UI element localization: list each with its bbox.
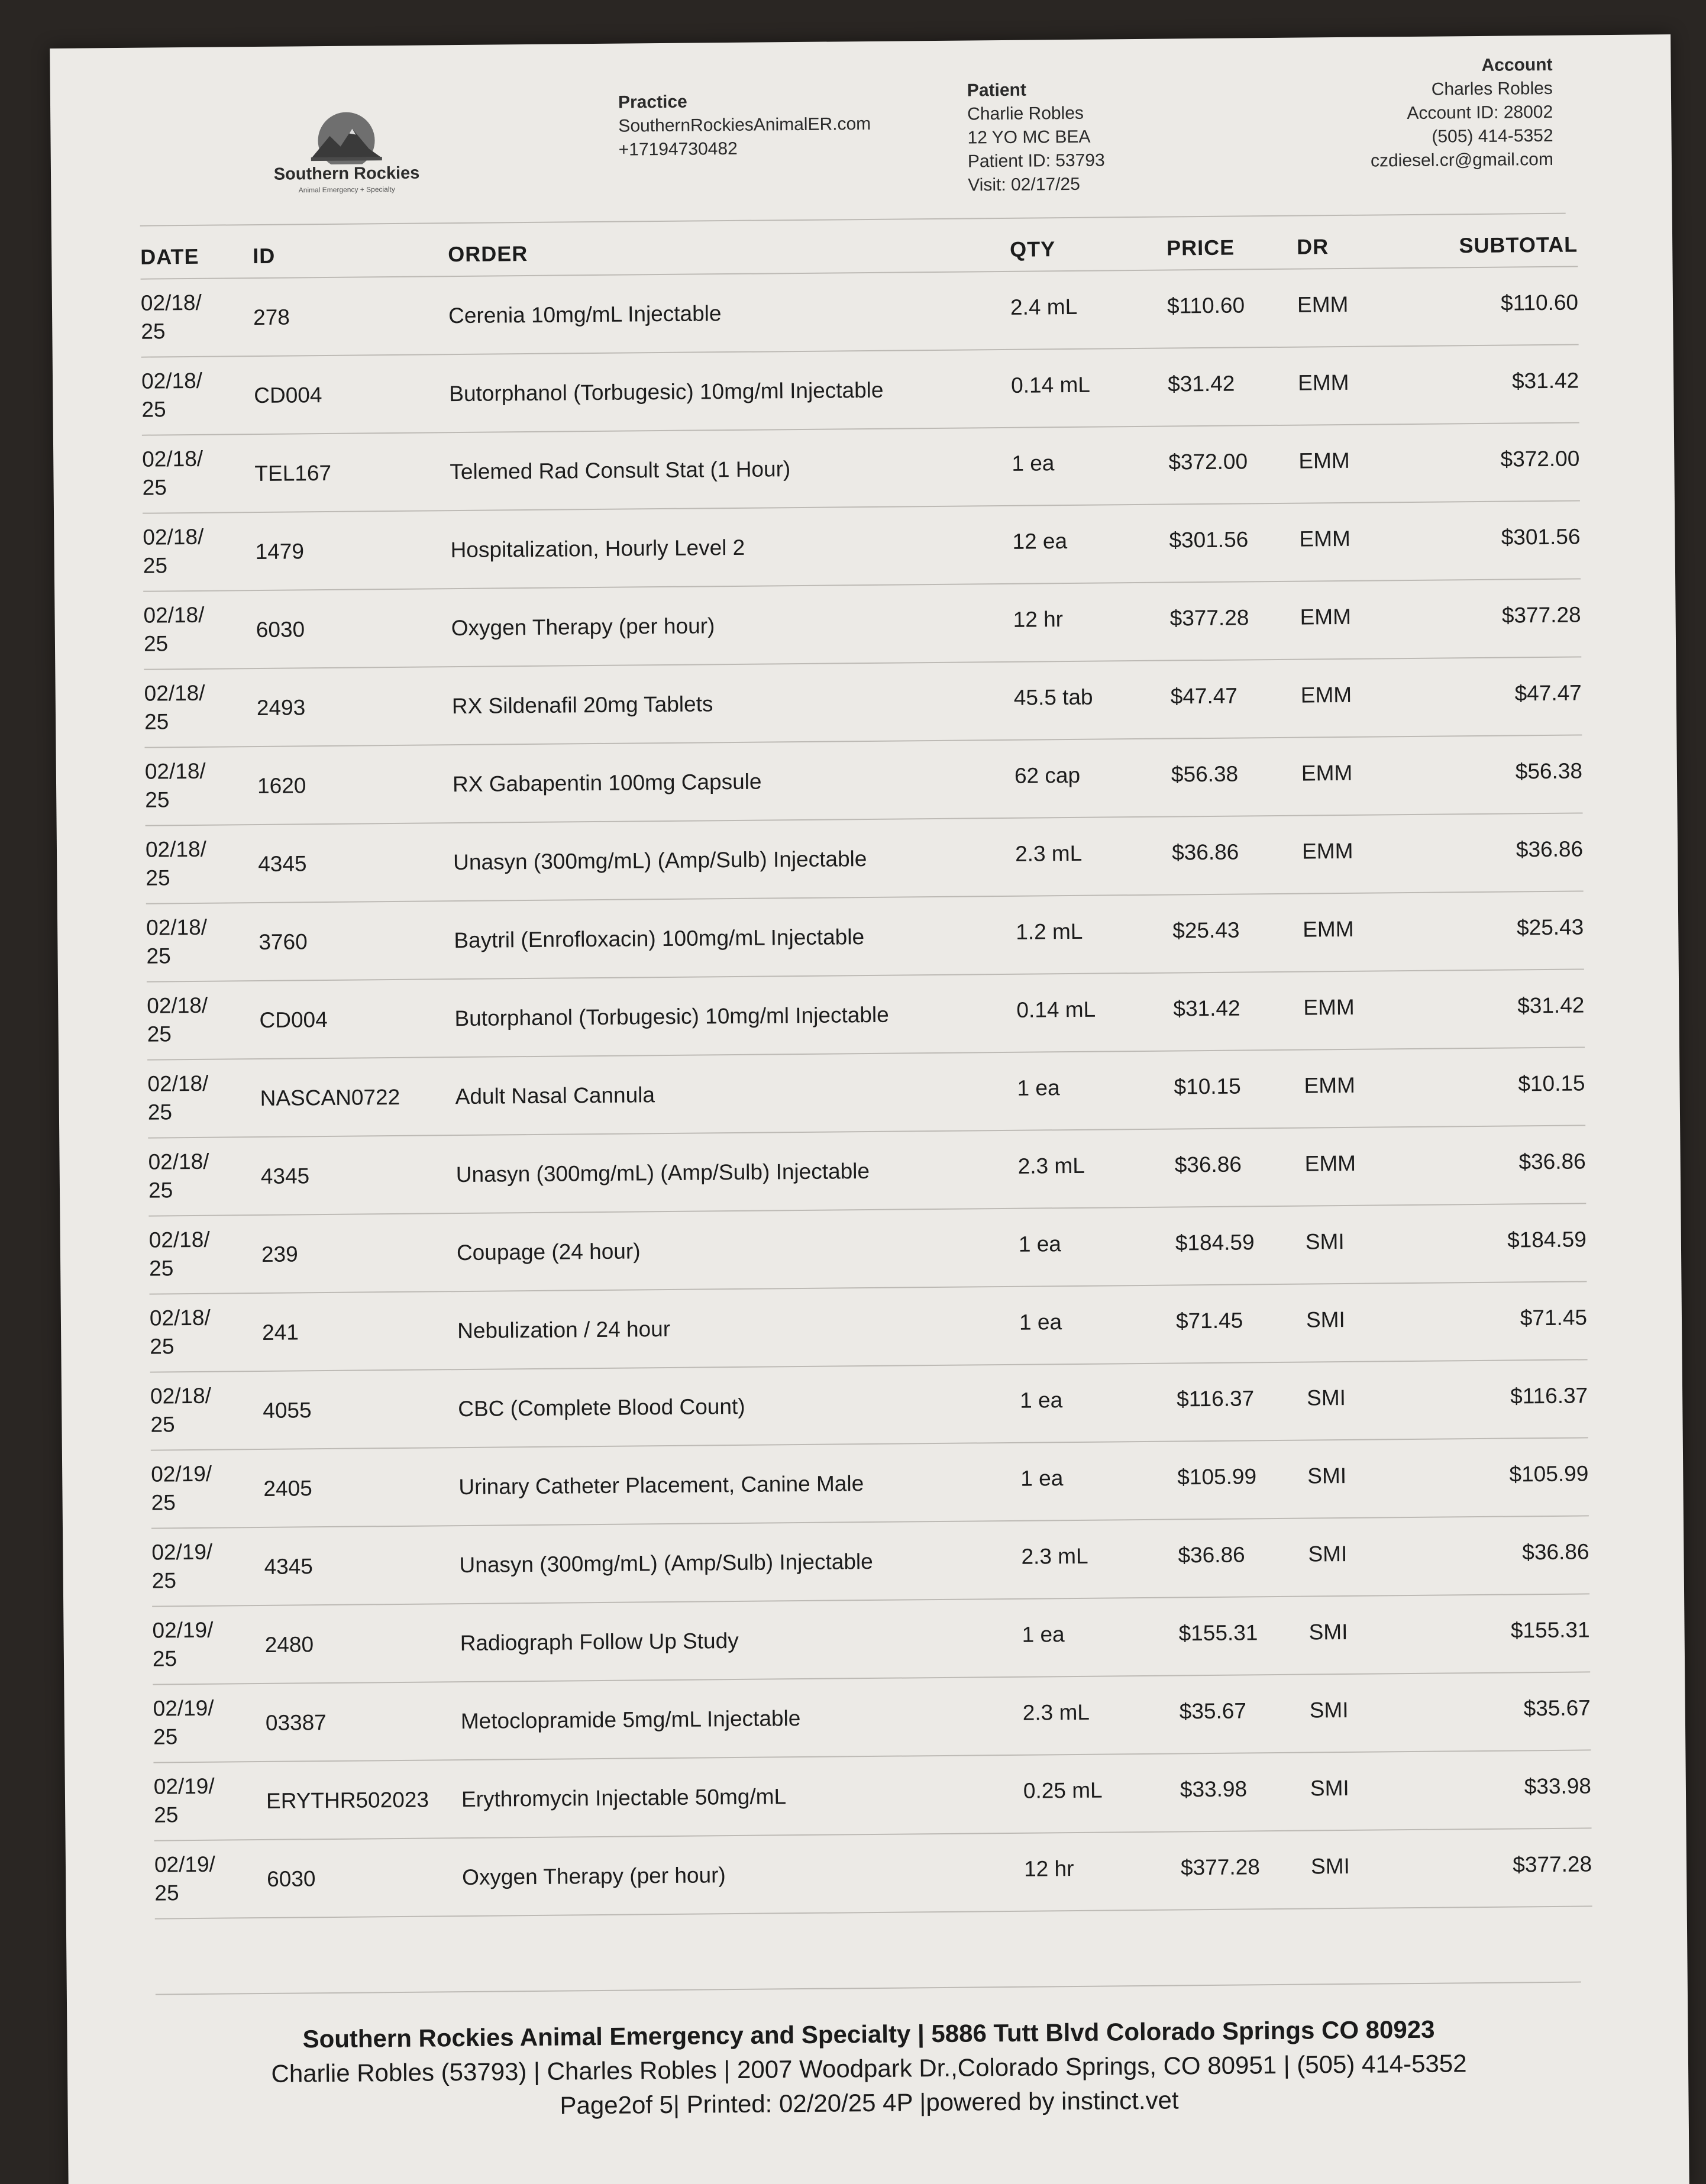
column-header-dr: DR (1296, 234, 1329, 259)
row-date: 02/18/ 25 (140, 290, 202, 344)
row-qty: 2.3 mL (1021, 1543, 1088, 1569)
row-id: ERYTHR502023 (266, 1787, 429, 1813)
row-price: $25.43 (1172, 917, 1240, 943)
row-dr: EMM (1304, 1072, 1356, 1098)
footer-divider (156, 1982, 1581, 1995)
row-qty: 1 ea (1019, 1388, 1063, 1413)
row-price: $184.59 (1175, 1230, 1255, 1255)
row-id: 241 (261, 1320, 299, 1345)
row-subtotal: $377.28 (1513, 1852, 1592, 1877)
row-qty: 1 ea (1019, 1310, 1062, 1335)
row-subtotal: $31.42 (1517, 993, 1585, 1018)
row-qty: 12 hr (1023, 1856, 1074, 1881)
table-row (147, 1048, 1585, 1138)
column-header-qty: QTY (1010, 237, 1056, 261)
row-dr: EMM (1299, 526, 1350, 551)
row-qty: 2.4 mL (1010, 294, 1078, 319)
row-order: Butorphanol (Torbugesic) 10mg/ml Injectable (454, 1002, 889, 1031)
row-subtotal: $377.28 (1501, 602, 1581, 628)
row-qty: 62 cap (1014, 763, 1081, 788)
account-name: Charles Robles (1431, 78, 1553, 99)
column-header-id: ID (253, 243, 276, 269)
column-header-price: PRICE (1167, 235, 1235, 260)
row-id: 1479 (255, 539, 305, 564)
practice-logo (251, 110, 441, 201)
row-order: Urinary Catheter Placement, Canine Male (458, 1471, 864, 1500)
row-price: $33.98 (1180, 1776, 1248, 1802)
row-subtotal: $35.67 (1523, 1695, 1591, 1721)
account-phone: (505) 414-5352 (1432, 125, 1553, 147)
row-date: 02/18/ 25 (148, 1227, 210, 1281)
row-dr: EMM (1301, 760, 1353, 786)
row-price: $301.56 (1169, 527, 1249, 553)
row-price: $47.47 (1170, 683, 1238, 709)
row-order: Oxygen Therapy (per hour) (461, 1863, 726, 1890)
column-header-order: ORDER (448, 241, 528, 267)
row-price: $71.45 (1175, 1308, 1243, 1333)
row-date: 02/19/ 25 (154, 1852, 216, 1905)
row-order: Cerenia 10mg/mL Injectable (448, 301, 722, 328)
row-dr: EMM (1298, 448, 1350, 473)
table-row (152, 1594, 1590, 1685)
row-dr: SMI (1307, 1463, 1347, 1488)
row-qty: 1 ea (1018, 1232, 1062, 1256)
row-order: Coupage (24 hour) (456, 1239, 641, 1265)
invoice-header (50, 34, 1672, 226)
row-subtotal: $116.37 (1510, 1383, 1588, 1408)
row-order: Butorphanol (Torbugesic) 10mg/ml Injectable (449, 377, 884, 406)
row-date: 02/18/ 25 (145, 836, 207, 890)
table-row (151, 1438, 1589, 1529)
invoice-page (50, 34, 1689, 2184)
row-id: TEL167 (254, 460, 332, 486)
patient-info (967, 77, 1106, 197)
row-subtotal: $36.86 (1518, 1149, 1586, 1174)
table-row (144, 657, 1582, 748)
row-dr: SMI (1310, 1775, 1349, 1801)
row-date: 02/19/ 25 (151, 1539, 213, 1593)
invoice-footer (156, 2011, 1582, 2127)
row-date: 02/18/ 25 (143, 524, 204, 578)
footer-practice-address: Southern Rockies Animal Emergency and Specialty | 5886 Tutt Blvd Colorado Springs CO 80923 (302, 2015, 1435, 2053)
row-dr: EMM (1301, 838, 1353, 864)
row-qty: 45.5 tab (1013, 684, 1093, 710)
row-order: Unasyn (300mg/mL) (Amp/Sulb) Injectable (453, 847, 867, 875)
row-subtotal: $33.98 (1524, 1773, 1592, 1799)
row-subtotal: $155.31 (1510, 1617, 1590, 1643)
row-date: 02/18/ 25 (142, 446, 203, 500)
table-row (154, 1828, 1592, 1919)
row-order: Unasyn (300mg/mL) (Amp/Sulb) Injectable (459, 1549, 873, 1578)
row-qty: 1 ea (1020, 1466, 1064, 1491)
table-row (150, 1282, 1588, 1372)
row-subtotal: $301.56 (1501, 524, 1581, 550)
row-date: 02/19/ 25 (152, 1617, 214, 1671)
row-price: $36.86 (1171, 839, 1239, 865)
row-dr: SMI (1308, 1619, 1348, 1645)
logo-tagline: Animal Emergency + Specialty (298, 185, 395, 195)
table-row (146, 813, 1584, 904)
row-qty: 0.14 mL (1016, 997, 1096, 1022)
row-id: 2405 (263, 1476, 312, 1501)
row-order: RX Gabapentin 100mg Capsule (452, 769, 762, 797)
row-id: 4345 (258, 851, 307, 877)
table-row (141, 267, 1579, 357)
row-id: 4345 (260, 1164, 310, 1188)
row-date: 02/19/ 25 (151, 1461, 212, 1515)
row-date: 02/18/ 25 (141, 368, 203, 422)
row-subtotal: $56.38 (1515, 758, 1583, 784)
account-info (1369, 53, 1553, 173)
row-date: 02/18/ 25 (143, 602, 205, 656)
row-qty: 2.3 mL (1022, 1700, 1090, 1725)
row-date: 02/18/ 25 (147, 993, 208, 1046)
practice-label: Practice (618, 92, 687, 112)
row-order: Adult Nasal Cannula (455, 1083, 655, 1109)
row-price: $372.00 (1168, 449, 1248, 474)
invoice-table (140, 212, 1592, 1919)
row-dr: SMI (1305, 1229, 1345, 1254)
table-row (147, 970, 1585, 1060)
row-subtotal: $47.47 (1514, 680, 1582, 706)
column-header-date: DATE (140, 244, 199, 269)
row-dr: EMM (1303, 994, 1355, 1020)
row-id: 6030 (256, 617, 305, 642)
row-qty: 1 ea (1012, 451, 1055, 476)
account-email: czdiesel.cr@gmail.com (1370, 149, 1554, 171)
row-price: $110.60 (1167, 293, 1245, 318)
row-qty: 2.3 mL (1017, 1153, 1085, 1178)
visit-date: Visit: 02/17/25 (968, 174, 1080, 195)
table-row (141, 345, 1579, 435)
table-row (144, 735, 1582, 826)
row-dr: EMM (1297, 292, 1349, 317)
row-order: Baytril (Enrofloxacin) 100mg/mL Injectable (454, 925, 865, 953)
row-subtotal: $105.99 (1509, 1461, 1589, 1487)
row-price: $377.28 (1180, 1855, 1260, 1880)
patient-name: Charlie Robles (967, 103, 1084, 124)
row-id: 4055 (263, 1398, 312, 1423)
row-dr: EMM (1303, 916, 1354, 942)
row-subtotal: $25.43 (1516, 915, 1584, 940)
account-label: Account (1481, 54, 1553, 75)
row-date: 02/18/ 25 (144, 680, 205, 734)
row-id: 3760 (259, 929, 308, 954)
table-row (142, 423, 1580, 513)
row-date: 02/19/ 25 (153, 1695, 214, 1749)
row-subtotal: $184.59 (1507, 1227, 1587, 1252)
row-id: 239 (261, 1242, 298, 1267)
row-price: $35.67 (1179, 1698, 1247, 1724)
row-order: Oxygen Therapy (per hour) (451, 613, 715, 641)
row-subtotal: $372.00 (1500, 446, 1580, 471)
row-qty: 1.2 mL (1016, 919, 1083, 944)
row-id: 278 (253, 305, 290, 330)
row-id: CD004 (259, 1007, 328, 1032)
table-row (153, 1672, 1591, 1763)
table-row (143, 579, 1581, 670)
row-date: 02/18/ 25 (150, 1383, 212, 1437)
row-order: RX Sildenafil 20mg Tablets (451, 692, 713, 719)
row-date: 02/18/ 25 (147, 1071, 209, 1125)
row-qty: 12 ea (1012, 529, 1068, 554)
row-dr: SMI (1306, 1385, 1346, 1410)
practice-info (618, 89, 871, 162)
row-dr: SMI (1310, 1853, 1350, 1879)
row-subtotal: $31.42 (1511, 368, 1579, 393)
row-id: 4345 (264, 1554, 314, 1579)
row-order: Telemed Rad Consult Stat (1 Hour) (450, 457, 791, 484)
row-subtotal: $36.86 (1516, 836, 1584, 862)
row-dr: EMM (1300, 682, 1352, 707)
patient-id: Patient ID: 53793 (967, 150, 1105, 172)
row-dr: SMI (1308, 1541, 1348, 1566)
row-date: 02/18/ 25 (146, 915, 208, 968)
row-id: 03387 (265, 1710, 327, 1735)
row-qty: 0.14 mL (1011, 372, 1091, 398)
table-row (148, 1204, 1587, 1294)
logo-name: Southern Rockies (273, 163, 420, 184)
patient-description: 12 YO MC BEA (967, 127, 1091, 148)
row-date: 02/18/ 25 (144, 758, 206, 812)
row-dr: SMI (1309, 1697, 1349, 1723)
row-subtotal: $110.60 (1500, 290, 1579, 315)
row-price: $31.42 (1168, 371, 1235, 396)
mountain-logo-icon (293, 111, 400, 165)
row-qty: 2.3 mL (1014, 841, 1083, 866)
row-qty: 0.25 mL (1023, 1778, 1103, 1803)
row-qty: 1 ea (1017, 1075, 1060, 1100)
row-price: $56.38 (1171, 761, 1239, 787)
row-id: 2493 (256, 695, 306, 721)
row-id: 1620 (257, 773, 306, 799)
row-subtotal: $71.45 (1520, 1305, 1588, 1330)
row-dr: EMM (1300, 604, 1352, 629)
table-row (150, 1360, 1588, 1450)
footer-client-info: Charlie Robles (53793) | Charles Robles | 2007 Woodpark Dr.,Colorado Springs, CO 80951 | (505) 414-5352 (271, 2049, 1467, 2088)
row-price: $31.42 (1173, 996, 1240, 1021)
row-price: $155.31 (1178, 1620, 1258, 1646)
row-dr: EMM (1304, 1151, 1356, 1176)
row-order: Unasyn (300mg/mL) (Amp/Sulb) Injectable (455, 1159, 870, 1187)
row-id: CD004 (254, 383, 322, 408)
row-price: $36.86 (1178, 1542, 1245, 1568)
table-row (143, 501, 1581, 592)
row-dr: EMM (1298, 370, 1349, 395)
table-body (141, 267, 1592, 1919)
row-date: 02/18/ 25 (149, 1305, 211, 1359)
row-id: 2480 (264, 1632, 314, 1657)
row-subtotal: $36.86 (1522, 1539, 1589, 1565)
row-id: NASCAN0722 (260, 1084, 400, 1110)
row-date: 02/19/ 25 (153, 1773, 215, 1827)
row-id: 6030 (267, 1866, 316, 1891)
table-row (151, 1516, 1589, 1607)
table-row (146, 891, 1584, 982)
row-order: Metoclopramide 5mg/mL Injectable (460, 1706, 801, 1734)
row-price: $105.99 (1177, 1464, 1257, 1490)
table-row (153, 1750, 1591, 1841)
row-price: $10.15 (1174, 1074, 1241, 1099)
row-date: 02/18/ 25 (148, 1149, 209, 1203)
footer-page-info: Page2of 5| Printed: 02/20/25 4P |powered by instinct.vet (560, 2086, 1179, 2120)
row-qty: 1 ea (1022, 1622, 1065, 1647)
account-id: Account ID: 28002 (1407, 102, 1553, 124)
row-order: Erythromycin Injectable 50mg/mL (461, 1784, 787, 1812)
column-header-subtotal: SUBTOTAL (1459, 232, 1578, 258)
practice-phone: +17194730482 (618, 138, 738, 160)
row-order: Radiograph Follow Up Study (460, 1628, 739, 1656)
row-qty: 12 hr (1013, 607, 1064, 632)
row-dr: SMI (1306, 1307, 1345, 1332)
row-subtotal: $10.15 (1518, 1071, 1585, 1096)
row-order: Nebulization / 24 hour (457, 1316, 671, 1343)
patient-label: Patient (967, 80, 1027, 101)
practice-website: SouthernRockiesAnimalER.com (618, 114, 871, 136)
table-row (148, 1126, 1586, 1216)
row-order: Hospitalization, Hourly Level 2 (450, 535, 745, 563)
row-order: CBC (Complete Blood Count) (458, 1394, 745, 1421)
row-price: $116.37 (1176, 1386, 1255, 1411)
row-price: $377.28 (1169, 605, 1249, 631)
row-price: $36.86 (1174, 1152, 1242, 1177)
